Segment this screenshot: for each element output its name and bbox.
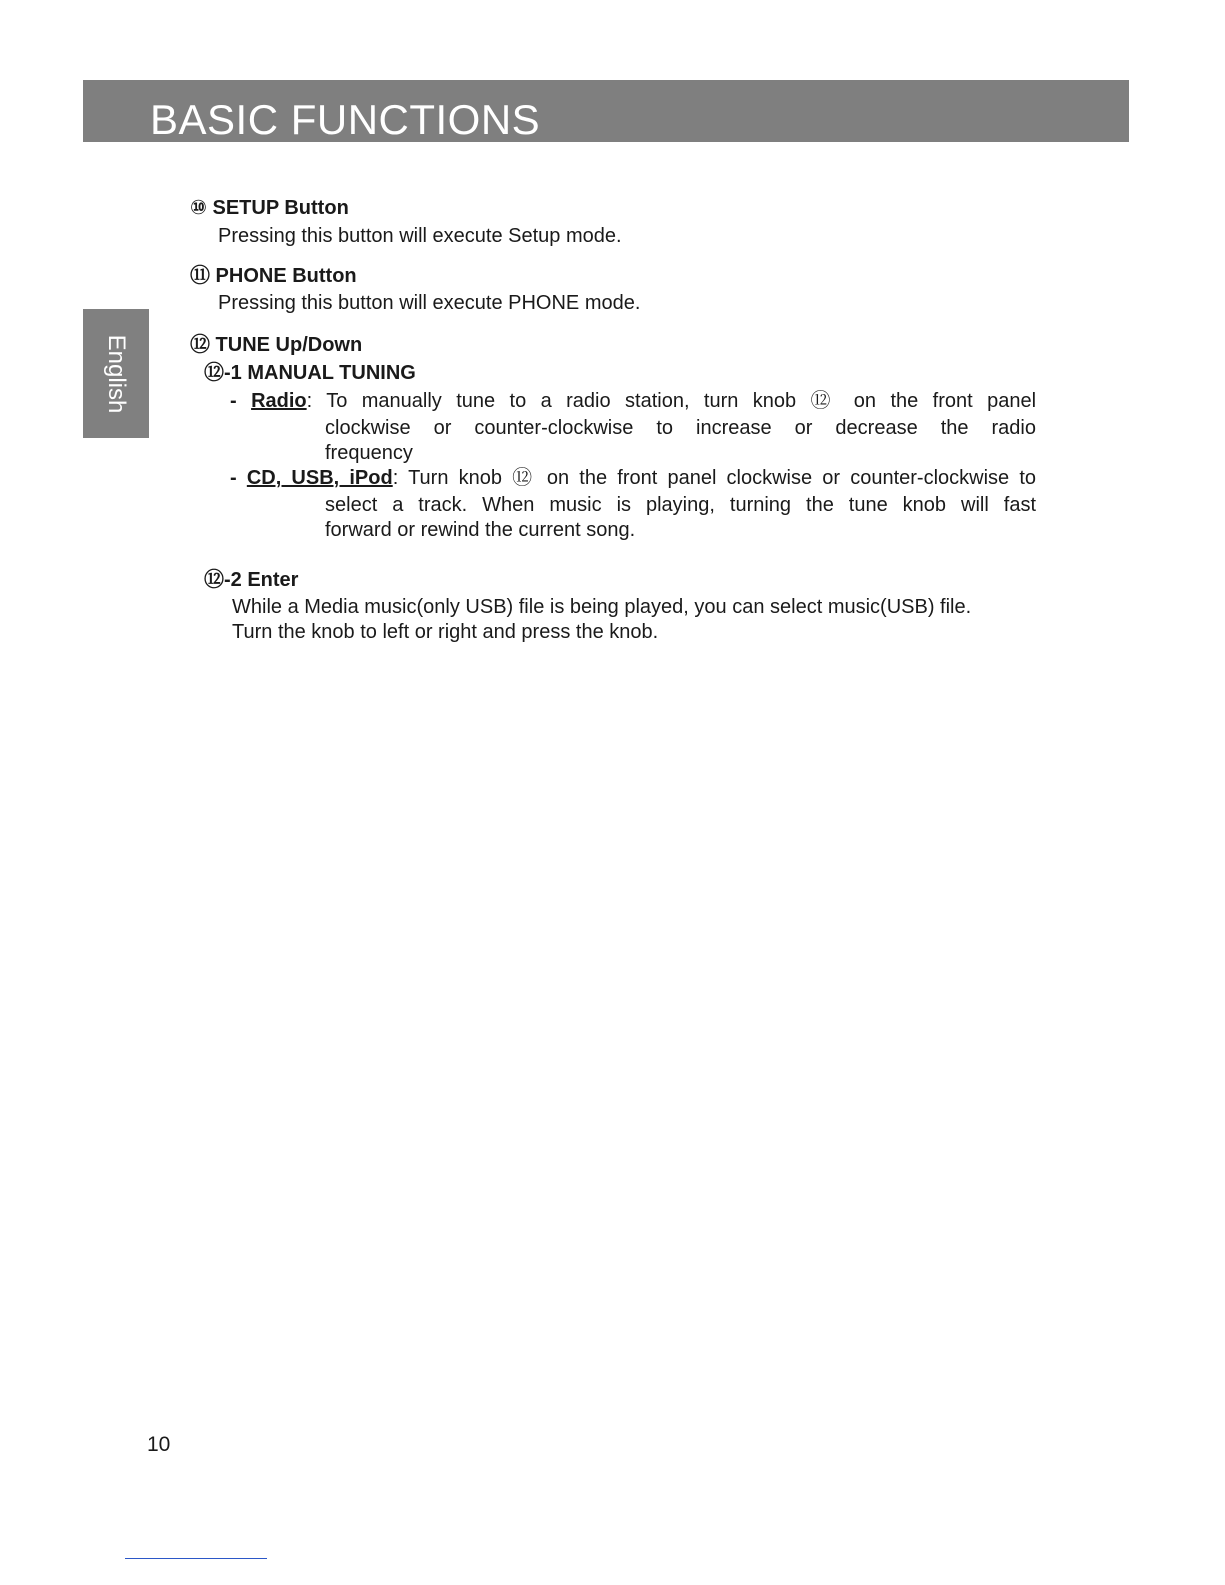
setup-description: Pressing this button will execute Setup mode. — [218, 225, 622, 247]
manual-tuning-heading: ⑫-1 MANUAL TUNING — [204, 362, 416, 384]
media-line-2: select a track. When music is playing, turning the tune knob will fast — [325, 494, 1036, 516]
media-label: CD, USB, iPod — [246, 467, 393, 489]
language-tab-label: English — [103, 334, 130, 413]
media-line-3: forward or rewind the current song. — [325, 519, 636, 541]
radio-line-2: clockwise or counter-clockwise to increase or decrease the radio — [325, 417, 1036, 439]
radio-text-1: : To manually tune to a radio station, turn knob ⑫ on the front panel — [306, 390, 1037, 412]
page-title: BASIC FUNCTIONS — [150, 96, 541, 143]
setup-heading: ⑩ SETUP Button — [190, 197, 349, 219]
language-tab — [83, 309, 149, 438]
enter-heading: ⑫-2 Enter — [204, 569, 299, 591]
radio-dash: - — [230, 390, 252, 412]
footer-rule — [125, 1558, 267, 1559]
enter-line-2: Turn the knob to left or right and press the knob. — [232, 621, 659, 643]
radio-line-3: frequency — [325, 442, 413, 464]
phone-description: Pressing this button will execute PHONE mode. — [218, 292, 641, 314]
radio-label: Radio — [251, 390, 307, 412]
media-line-1 — [230, 466, 1036, 490]
radio-line-1 — [230, 389, 1036, 413]
page-number: 10 — [147, 1433, 171, 1456]
media-text-1: : Turn knob ⑫ on the front panel clockwise or counter-clockwise to — [392, 467, 1037, 489]
enter-line-1: While a Media music(only USB) file is being played, you can select music(USB) file. — [232, 596, 972, 618]
phone-heading: ⑪ PHONE Button — [190, 265, 357, 287]
tune-heading: ⑫ TUNE Up/Down — [190, 334, 363, 356]
media-dash: - — [230, 467, 247, 489]
